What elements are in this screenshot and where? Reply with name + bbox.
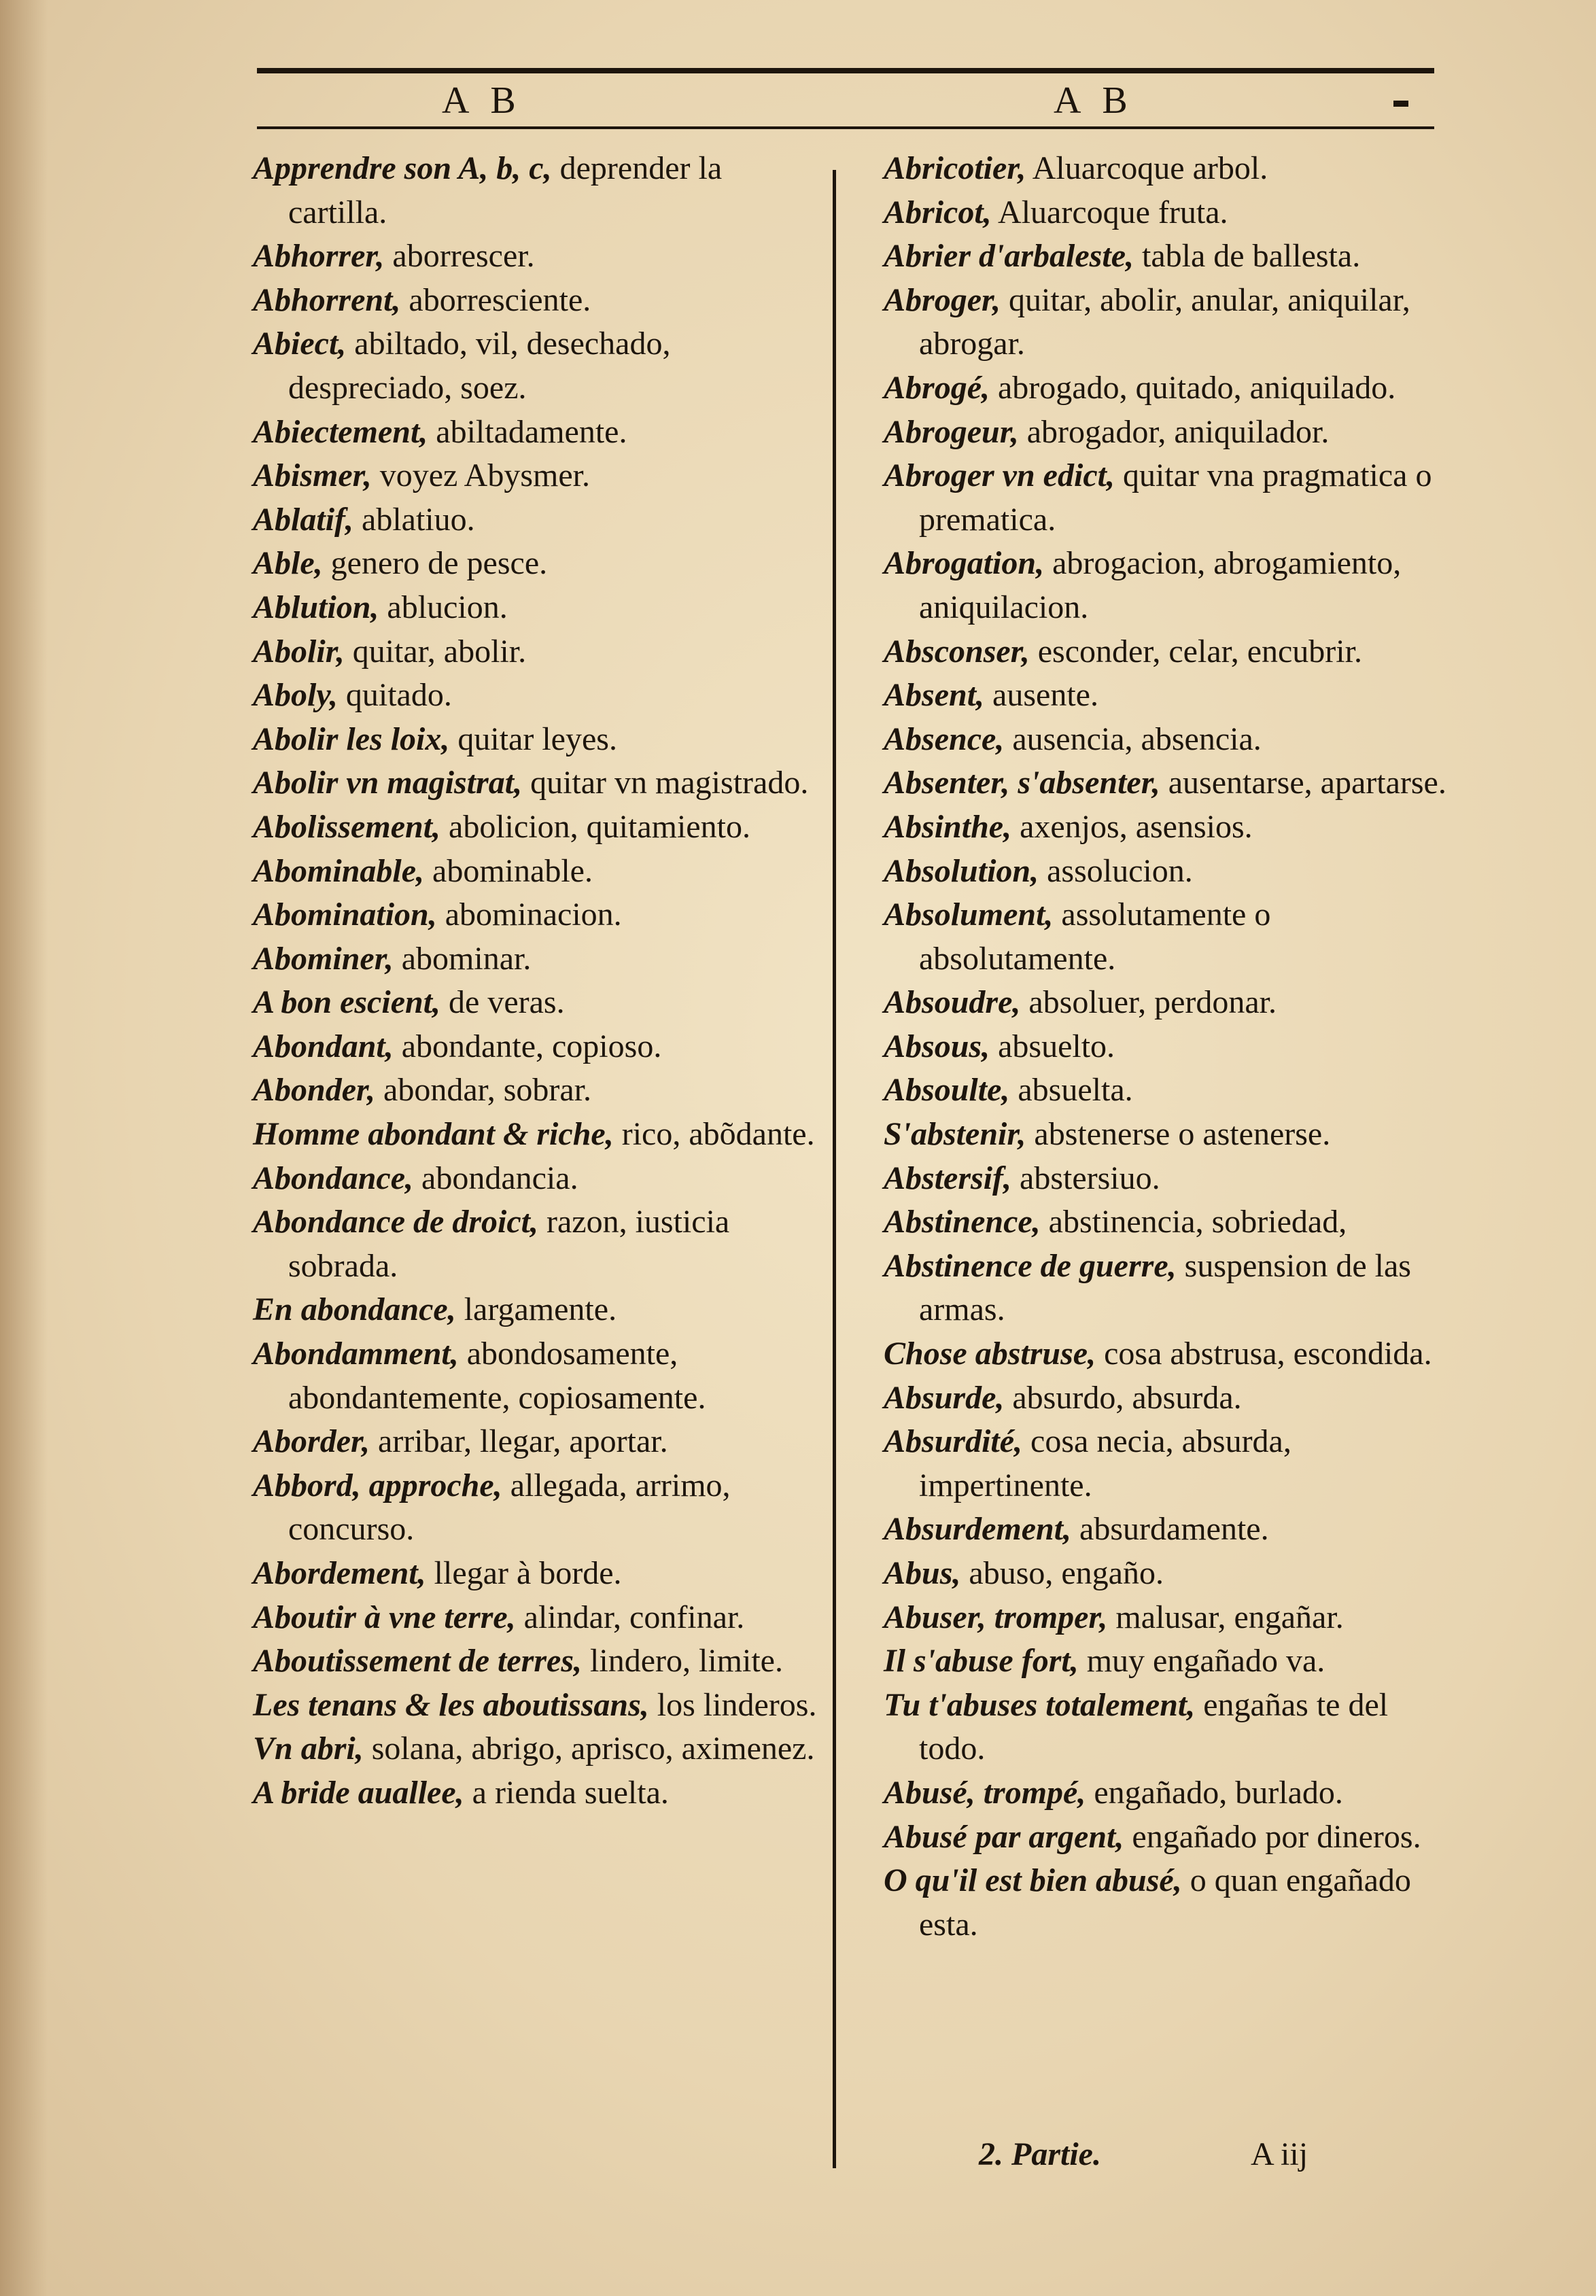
entry-headword: Chose abstruse, bbox=[884, 1336, 1096, 1372]
dictionary-entry bbox=[253, 893, 824, 937]
entry-translation: abominable. bbox=[424, 852, 593, 889]
entry-translation: quitar vn magistrado. bbox=[522, 765, 809, 801]
entry-translation: abominar. bbox=[393, 940, 532, 977]
gutter-shadow bbox=[0, 0, 48, 2296]
entry-translation: absurdamente. bbox=[1071, 1511, 1269, 1548]
entry-headword: A bon escient, bbox=[253, 984, 441, 1021]
dictionary-entry bbox=[253, 937, 824, 981]
entry-headword: Absence, bbox=[884, 720, 1005, 757]
dictionary-entry bbox=[884, 1025, 1461, 1069]
entry-headword: Abomination, bbox=[253, 897, 437, 933]
entry-translation: absuelta. bbox=[1009, 1072, 1133, 1109]
dictionary-entry bbox=[253, 1157, 824, 1201]
entry-translation: quitar vna pragmatica o prematica. bbox=[919, 457, 1432, 538]
entry-translation: quitar, abolir, anular, aniquilar, abrogar. bbox=[919, 281, 1410, 362]
dictionary-entry bbox=[884, 630, 1461, 674]
dictionary-entry bbox=[253, 761, 824, 805]
dictionary-entry bbox=[253, 718, 824, 762]
dictionary-entry bbox=[253, 322, 824, 410]
dictionary-entry bbox=[884, 279, 1461, 366]
dictionary-entry bbox=[253, 1552, 824, 1596]
dictionary-entry bbox=[253, 1068, 824, 1113]
entry-headword: Aboutir à vne terre, bbox=[253, 1599, 516, 1635]
dictionary-entry bbox=[884, 1113, 1461, 1157]
entry-translation: cosa abstrusa, escondida. bbox=[1096, 1336, 1432, 1372]
dictionary-entry bbox=[884, 1596, 1461, 1640]
entry-translation: abondancia. bbox=[413, 1160, 578, 1196]
entry-headword: Absent, bbox=[884, 677, 985, 714]
entry-translation: absoluer, perdonar. bbox=[1020, 984, 1277, 1021]
entry-translation: engañado, burlado. bbox=[1086, 1774, 1343, 1811]
entry-headword: Abrogeur, bbox=[884, 413, 1019, 450]
entry-translation: engañas te del todo. bbox=[919, 1686, 1389, 1767]
entry-translation: abiltadamente. bbox=[428, 413, 627, 450]
entry-translation: ablatiuo. bbox=[353, 501, 475, 538]
entry-headword: Absolument, bbox=[884, 897, 1054, 933]
entry-headword: Abondant, bbox=[253, 1028, 394, 1064]
dictionary-entry bbox=[884, 366, 1461, 411]
entry-translation: ausencia, absencia. bbox=[1004, 720, 1262, 757]
entry-translation: absuelto. bbox=[990, 1028, 1115, 1064]
entry-headword: Abstersif, bbox=[884, 1160, 1012, 1196]
entry-headword: Aboutissement de terres, bbox=[253, 1643, 583, 1680]
entry-headword: Abolissement, bbox=[253, 808, 441, 845]
gathering-mark: A iij bbox=[1251, 2136, 1308, 2172]
dictionary-entry bbox=[884, 542, 1461, 629]
entry-translation: arribar, llegar, aportar. bbox=[370, 1423, 668, 1460]
entry-headword: Absoulte, bbox=[884, 1072, 1010, 1109]
entry-translation: los linderos. bbox=[648, 1686, 817, 1723]
top-rule bbox=[257, 68, 1434, 73]
entry-headword: Abstinence de guerre, bbox=[884, 1247, 1177, 1284]
dictionary-entry bbox=[253, 147, 824, 234]
entry-translation: ausente. bbox=[984, 677, 1098, 714]
dictionary-entry bbox=[884, 1245, 1461, 1332]
entry-headword: A bride auallee, bbox=[253, 1774, 464, 1811]
entry-translation: voyez Abysmer. bbox=[371, 457, 590, 494]
entry-headword: Abominer, bbox=[253, 940, 394, 977]
entry-headword: Absurdité, bbox=[884, 1423, 1023, 1460]
entry-translation: abstersiuo. bbox=[1011, 1160, 1160, 1196]
entry-translation: aborresciente. bbox=[400, 281, 591, 318]
dictionary-entry bbox=[884, 1639, 1461, 1684]
dictionary-entry bbox=[884, 1771, 1461, 1815]
dictionary-entry bbox=[253, 1113, 824, 1157]
entry-headword: Abolir vn magistrat, bbox=[253, 765, 523, 801]
entry-translation: abiltado, vil, desechado, despreciado, soez. bbox=[288, 326, 671, 406]
dictionary-entry bbox=[253, 674, 824, 718]
entry-translation: llegar à borde. bbox=[426, 1555, 622, 1591]
left-column bbox=[253, 147, 824, 1815]
entry-translation: absurdo, absurda. bbox=[1004, 1379, 1242, 1416]
dictionary-entry bbox=[253, 1684, 824, 1728]
entry-headword: Homme abondant & riche, bbox=[253, 1116, 614, 1153]
left-running-head: A B bbox=[442, 80, 523, 122]
dictionary-entry bbox=[884, 981, 1461, 1025]
dictionary-entry bbox=[253, 1288, 824, 1332]
dictionary-entry bbox=[884, 1552, 1461, 1596]
dictionary-entry bbox=[253, 981, 824, 1025]
entry-translation: abominacion. bbox=[436, 897, 622, 933]
dictionary-entry bbox=[253, 1596, 824, 1640]
entry-headword: Ablatif, bbox=[253, 501, 354, 538]
entry-headword: Il s'abuse fort, bbox=[884, 1643, 1079, 1680]
entry-translation: de veras. bbox=[440, 984, 565, 1021]
entry-headword: Les tenans & les aboutissans, bbox=[253, 1686, 649, 1723]
entry-headword: Abbord, approche, bbox=[253, 1467, 502, 1503]
dictionary-entry bbox=[884, 1859, 1461, 1947]
entry-headword: Abstinence, bbox=[884, 1204, 1041, 1240]
entry-headword: Abus, bbox=[884, 1555, 961, 1591]
entry-headword: Abrogation, bbox=[884, 545, 1045, 582]
entry-translation: quitar, abolir. bbox=[344, 633, 527, 669]
entry-translation: engañado por dineros. bbox=[1124, 1818, 1421, 1855]
header-rule bbox=[257, 126, 1434, 129]
entry-headword: Abhorrer, bbox=[253, 238, 385, 275]
entry-headword: Aborder, bbox=[253, 1423, 370, 1460]
entry-headword: Abominable, bbox=[253, 852, 425, 889]
entry-headword: Absinthe, bbox=[884, 808, 1012, 845]
dictionary-entry bbox=[884, 674, 1461, 718]
dictionary-entry bbox=[884, 234, 1461, 279]
entry-headword: Absoudre, bbox=[884, 984, 1021, 1021]
dictionary-entry bbox=[253, 454, 824, 498]
right-running-head: A B bbox=[1054, 80, 1134, 122]
dictionary-entry bbox=[884, 454, 1461, 542]
dictionary-entry bbox=[884, 850, 1461, 894]
entry-headword: Absous, bbox=[884, 1028, 990, 1064]
entry-headword: Ablution, bbox=[253, 589, 379, 625]
entry-headword: Abolir, bbox=[253, 633, 345, 669]
entry-translation: assolutamente o absolutamente. bbox=[919, 897, 1271, 977]
entry-headword: O qu'il est bien abusé, bbox=[884, 1862, 1182, 1899]
dictionary-entry bbox=[884, 893, 1461, 981]
entry-translation: axenjos, asensios. bbox=[1011, 808, 1253, 845]
entry-translation: cosa necia, absurda, impertinente. bbox=[919, 1423, 1291, 1503]
entry-translation: abondar, sobrar. bbox=[375, 1072, 592, 1109]
dictionary-entry bbox=[884, 1684, 1461, 1771]
entry-translation: abstenerse o astenerse. bbox=[1026, 1116, 1331, 1153]
entry-headword: Abondance de droict, bbox=[253, 1204, 538, 1240]
dictionary-entry bbox=[253, 1420, 824, 1464]
dictionary-entry bbox=[253, 1200, 824, 1288]
entry-headword: Abolir les loix, bbox=[253, 720, 450, 757]
entry-headword: Aboly, bbox=[253, 677, 338, 714]
dictionary-entry bbox=[884, 805, 1461, 850]
entry-headword: Abricot, bbox=[884, 194, 992, 230]
entry-translation: quitado. bbox=[337, 677, 452, 714]
dictionary-entry bbox=[884, 761, 1461, 805]
dictionary-entry bbox=[884, 1376, 1461, 1421]
entry-headword: Absurdement, bbox=[884, 1511, 1072, 1548]
entry-translation: aborrescer. bbox=[384, 238, 535, 275]
entry-headword: Abismer, bbox=[253, 457, 372, 494]
dictionary-entry bbox=[253, 630, 824, 674]
right-column bbox=[884, 147, 1461, 1947]
entry-headword: Abiectement, bbox=[253, 413, 428, 450]
entry-translation: ausentarse, apartarse. bbox=[1160, 765, 1446, 801]
entry-headword: Abroger vn edict, bbox=[884, 457, 1115, 494]
entry-headword: Abiect, bbox=[253, 326, 347, 362]
entry-headword: Abhorrent, bbox=[253, 281, 401, 318]
entry-translation: deprender la cartilla. bbox=[288, 150, 723, 230]
entry-headword: Absurde, bbox=[884, 1379, 1005, 1416]
dictionary-entry bbox=[253, 1332, 824, 1420]
entry-translation: Aluarcoque fruta. bbox=[991, 194, 1228, 230]
entry-translation: alindar, confinar. bbox=[515, 1599, 745, 1635]
dictionary-entry bbox=[884, 1508, 1461, 1552]
entry-headword: Abrogé, bbox=[884, 369, 990, 406]
header-ornament bbox=[1393, 101, 1408, 107]
entry-translation: abondante, copioso. bbox=[393, 1028, 662, 1064]
entry-headword: Absolution, bbox=[884, 852, 1039, 889]
entry-headword: Abrier d'arbaleste, bbox=[884, 238, 1134, 275]
dictionary-entry bbox=[253, 1771, 824, 1815]
dictionary-entry bbox=[884, 1200, 1461, 1245]
entry-headword: Abusé par argent, bbox=[884, 1818, 1124, 1855]
entry-headword: En abondance, bbox=[253, 1291, 456, 1328]
dictionary-entry bbox=[253, 1025, 824, 1069]
entry-headword: Absconser, bbox=[884, 633, 1030, 669]
entry-translation: esconder, celar, encubrir. bbox=[1029, 633, 1362, 669]
entry-headword: Apprendre son A, b, c, bbox=[253, 150, 552, 186]
entry-translation: abondosamente, abondantemente, copiosamente. bbox=[288, 1336, 706, 1416]
entry-headword: Tu t'abuses totalement, bbox=[884, 1686, 1196, 1723]
entry-headword: Absenter, s'absenter, bbox=[884, 765, 1160, 801]
entry-translation: ablucion. bbox=[379, 589, 508, 625]
dictionary-entry bbox=[884, 411, 1461, 455]
entry-translation: tabla de ballesta. bbox=[1134, 238, 1361, 275]
dictionary-entry bbox=[884, 191, 1461, 235]
entry-translation: rico, abõdante. bbox=[613, 1116, 815, 1153]
entry-translation: abolicion, quitamiento. bbox=[440, 808, 750, 845]
dictionary-entry bbox=[253, 411, 824, 455]
dictionary-entry bbox=[884, 1068, 1461, 1113]
entry-headword: Abondance, bbox=[253, 1160, 414, 1196]
dictionary-entry bbox=[253, 1639, 824, 1684]
entry-headword: Vn abri, bbox=[253, 1730, 364, 1767]
signature-mark: 2. Partie. bbox=[979, 2136, 1101, 2172]
entry-translation: suspension de las armas. bbox=[919, 1247, 1411, 1328]
dictionary-entry bbox=[253, 542, 824, 586]
entry-translation: abuso, engaño. bbox=[960, 1555, 1164, 1591]
entry-headword: Abricotier, bbox=[884, 150, 1026, 186]
dictionary-entry bbox=[253, 586, 824, 630]
entry-translation: abrogador, aniquilador. bbox=[1018, 413, 1330, 450]
column-rule bbox=[833, 170, 836, 2168]
entry-headword: Able, bbox=[253, 545, 323, 582]
dictionary-entry bbox=[884, 1157, 1461, 1201]
entry-headword: Abuser, tromper, bbox=[884, 1599, 1108, 1635]
entry-translation: solana, abrigo, aprisco, aximenez. bbox=[363, 1730, 815, 1767]
entry-translation: abrogado, quitado, aniquilado. bbox=[990, 369, 1396, 406]
entry-translation: lindero, limite. bbox=[582, 1643, 783, 1680]
entry-translation: Aluarcoque arbol. bbox=[1026, 150, 1268, 186]
entry-translation: abrogacion, abrogamiento, aniquilacion. bbox=[919, 545, 1402, 625]
entry-translation: a rienda suelta. bbox=[464, 1774, 669, 1811]
dictionary-entry bbox=[253, 1464, 824, 1552]
entry-translation: allegada, arrimo, concurso. bbox=[288, 1467, 731, 1548]
dictionary-entry bbox=[884, 1815, 1461, 1860]
entry-headword: Abonder, bbox=[253, 1072, 376, 1109]
entry-translation: quitar leyes. bbox=[449, 720, 617, 757]
entry-headword: Abordement, bbox=[253, 1555, 426, 1591]
dictionary-entry bbox=[253, 498, 824, 542]
entry-translation: genero de pesce. bbox=[322, 545, 548, 582]
entry-headword: Abondamment, bbox=[253, 1336, 459, 1372]
dictionary-entry bbox=[253, 234, 824, 279]
entry-translation: largamente. bbox=[455, 1291, 617, 1328]
entry-headword: Abusé, trompé, bbox=[884, 1774, 1086, 1811]
dictionary-entry bbox=[253, 1727, 824, 1771]
entry-translation: razon, iusticia sobrada. bbox=[288, 1204, 730, 1284]
entry-translation: assolucion. bbox=[1039, 852, 1193, 889]
dictionary-entry bbox=[253, 805, 824, 850]
entry-translation: abstinencia, sobriedad, bbox=[1040, 1204, 1347, 1240]
entry-headword: Abroger, bbox=[884, 281, 1001, 318]
dictionary-entry bbox=[884, 718, 1461, 762]
entry-translation: muy engañado va. bbox=[1078, 1643, 1325, 1680]
dictionary-entry bbox=[884, 147, 1461, 191]
dictionary-entry bbox=[253, 850, 824, 894]
entry-translation: o quan engañado esta. bbox=[919, 1862, 1411, 1943]
entry-translation: malusar, engañar. bbox=[1107, 1599, 1344, 1635]
entry-headword: S'abstenir, bbox=[884, 1116, 1026, 1153]
dictionary-entry bbox=[884, 1420, 1461, 1508]
dictionary-entry bbox=[884, 1332, 1461, 1376]
dictionary-entry bbox=[253, 279, 824, 323]
